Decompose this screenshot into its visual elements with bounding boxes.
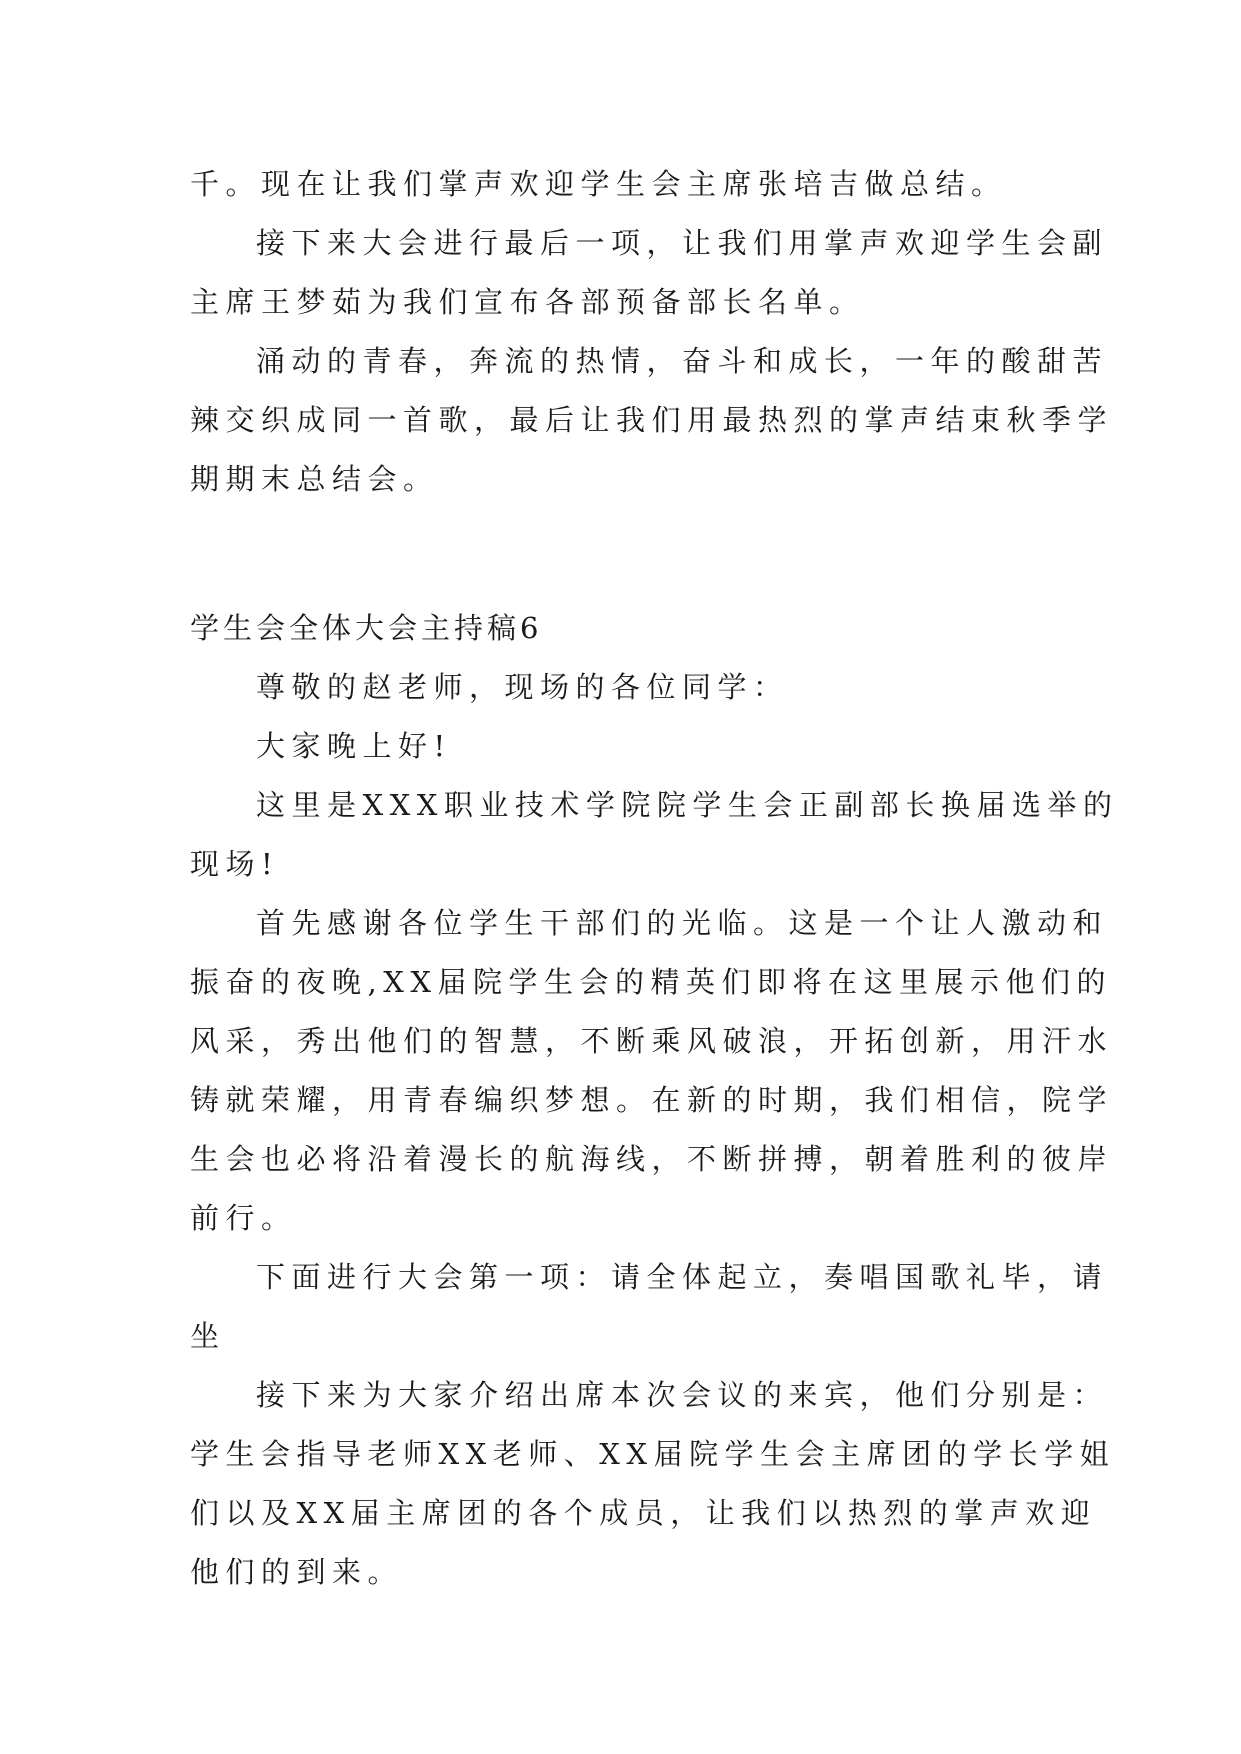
text-line: 现场! [190,847,280,881]
section-spacer [190,509,1050,599]
greeting-line: 尊敬的赵老师，现场的各位同学： [256,670,789,704]
document-page [190,155,1119,1602]
text-line: 振奋的夜晚,XX届院学生会的精英们即将在这里展示他们的 [190,965,1113,999]
paragraph-conclusion [190,332,1114,509]
text-line: 他们的到来。 [190,1555,404,1589]
paragraph-anthem [190,1248,1109,1366]
text-line: 涌动的青春，奔流的热情，奋斗和成长，一年的酸甜苦 [256,344,1109,378]
text-line: 期期末总结会。 [190,462,439,496]
text-line: 铸就荣耀，用青春编织梦想。在新的时期，我们相信，院学 [190,1083,1114,1117]
paragraph-final-item [190,214,1109,332]
text-line: 这里是XXX职业技术学院院学生会正副部长换届选举的 [256,788,1119,822]
text-line: 接下来为大家介绍出席本次会议的来宾，他们分别是： [256,1378,1109,1412]
text-line: 坐 [190,1319,226,1353]
text-line: 接下来大会进行最后一项，让我们用掌声欢迎学生会副 [256,226,1109,260]
paragraph-guests [190,1366,1116,1602]
text-line: 主席王梦茹为我们宣布各部预备部长名单。 [190,285,865,319]
paragraph-welcome [190,894,1114,1248]
paragraph-closing-summary [190,155,1050,214]
text-line: 辣交织成同一首歌，最后让我们用最热烈的掌声结束秋季学 [190,403,1114,437]
text-line: 首先感谢各位学生干部们的光临。这是一个让人激动和 [256,906,1109,940]
text-line: 风采，秀出他们的智慧，不断乘风破浪，开拓创新，用汗水 [190,1024,1114,1058]
text-line: 前行。 [190,1201,297,1235]
paragraph-venue [190,776,1119,894]
text-line: 们以及XX届主席团的各个成员，让我们以热烈的掌声欢迎 [190,1496,1097,1530]
hello-line: 大家晚上好! [256,729,452,763]
text-line: 千。现在让我们掌声欢迎学生会主席张培吉做总结。 [190,167,1007,201]
section-heading: 学生会全体大会主持稿6 [190,611,543,645]
text-line: 生会也必将沿着漫长的航海线，不断拼搏，朝着胜利的彼岸 [190,1142,1114,1176]
text-line: 下面进行大会第一项：请全体起立，奏唱国歌礼毕，请 [256,1260,1109,1294]
text-line: 学生会指导老师XX老师、XX届院学生会主席团的学长学姐 [190,1437,1116,1471]
